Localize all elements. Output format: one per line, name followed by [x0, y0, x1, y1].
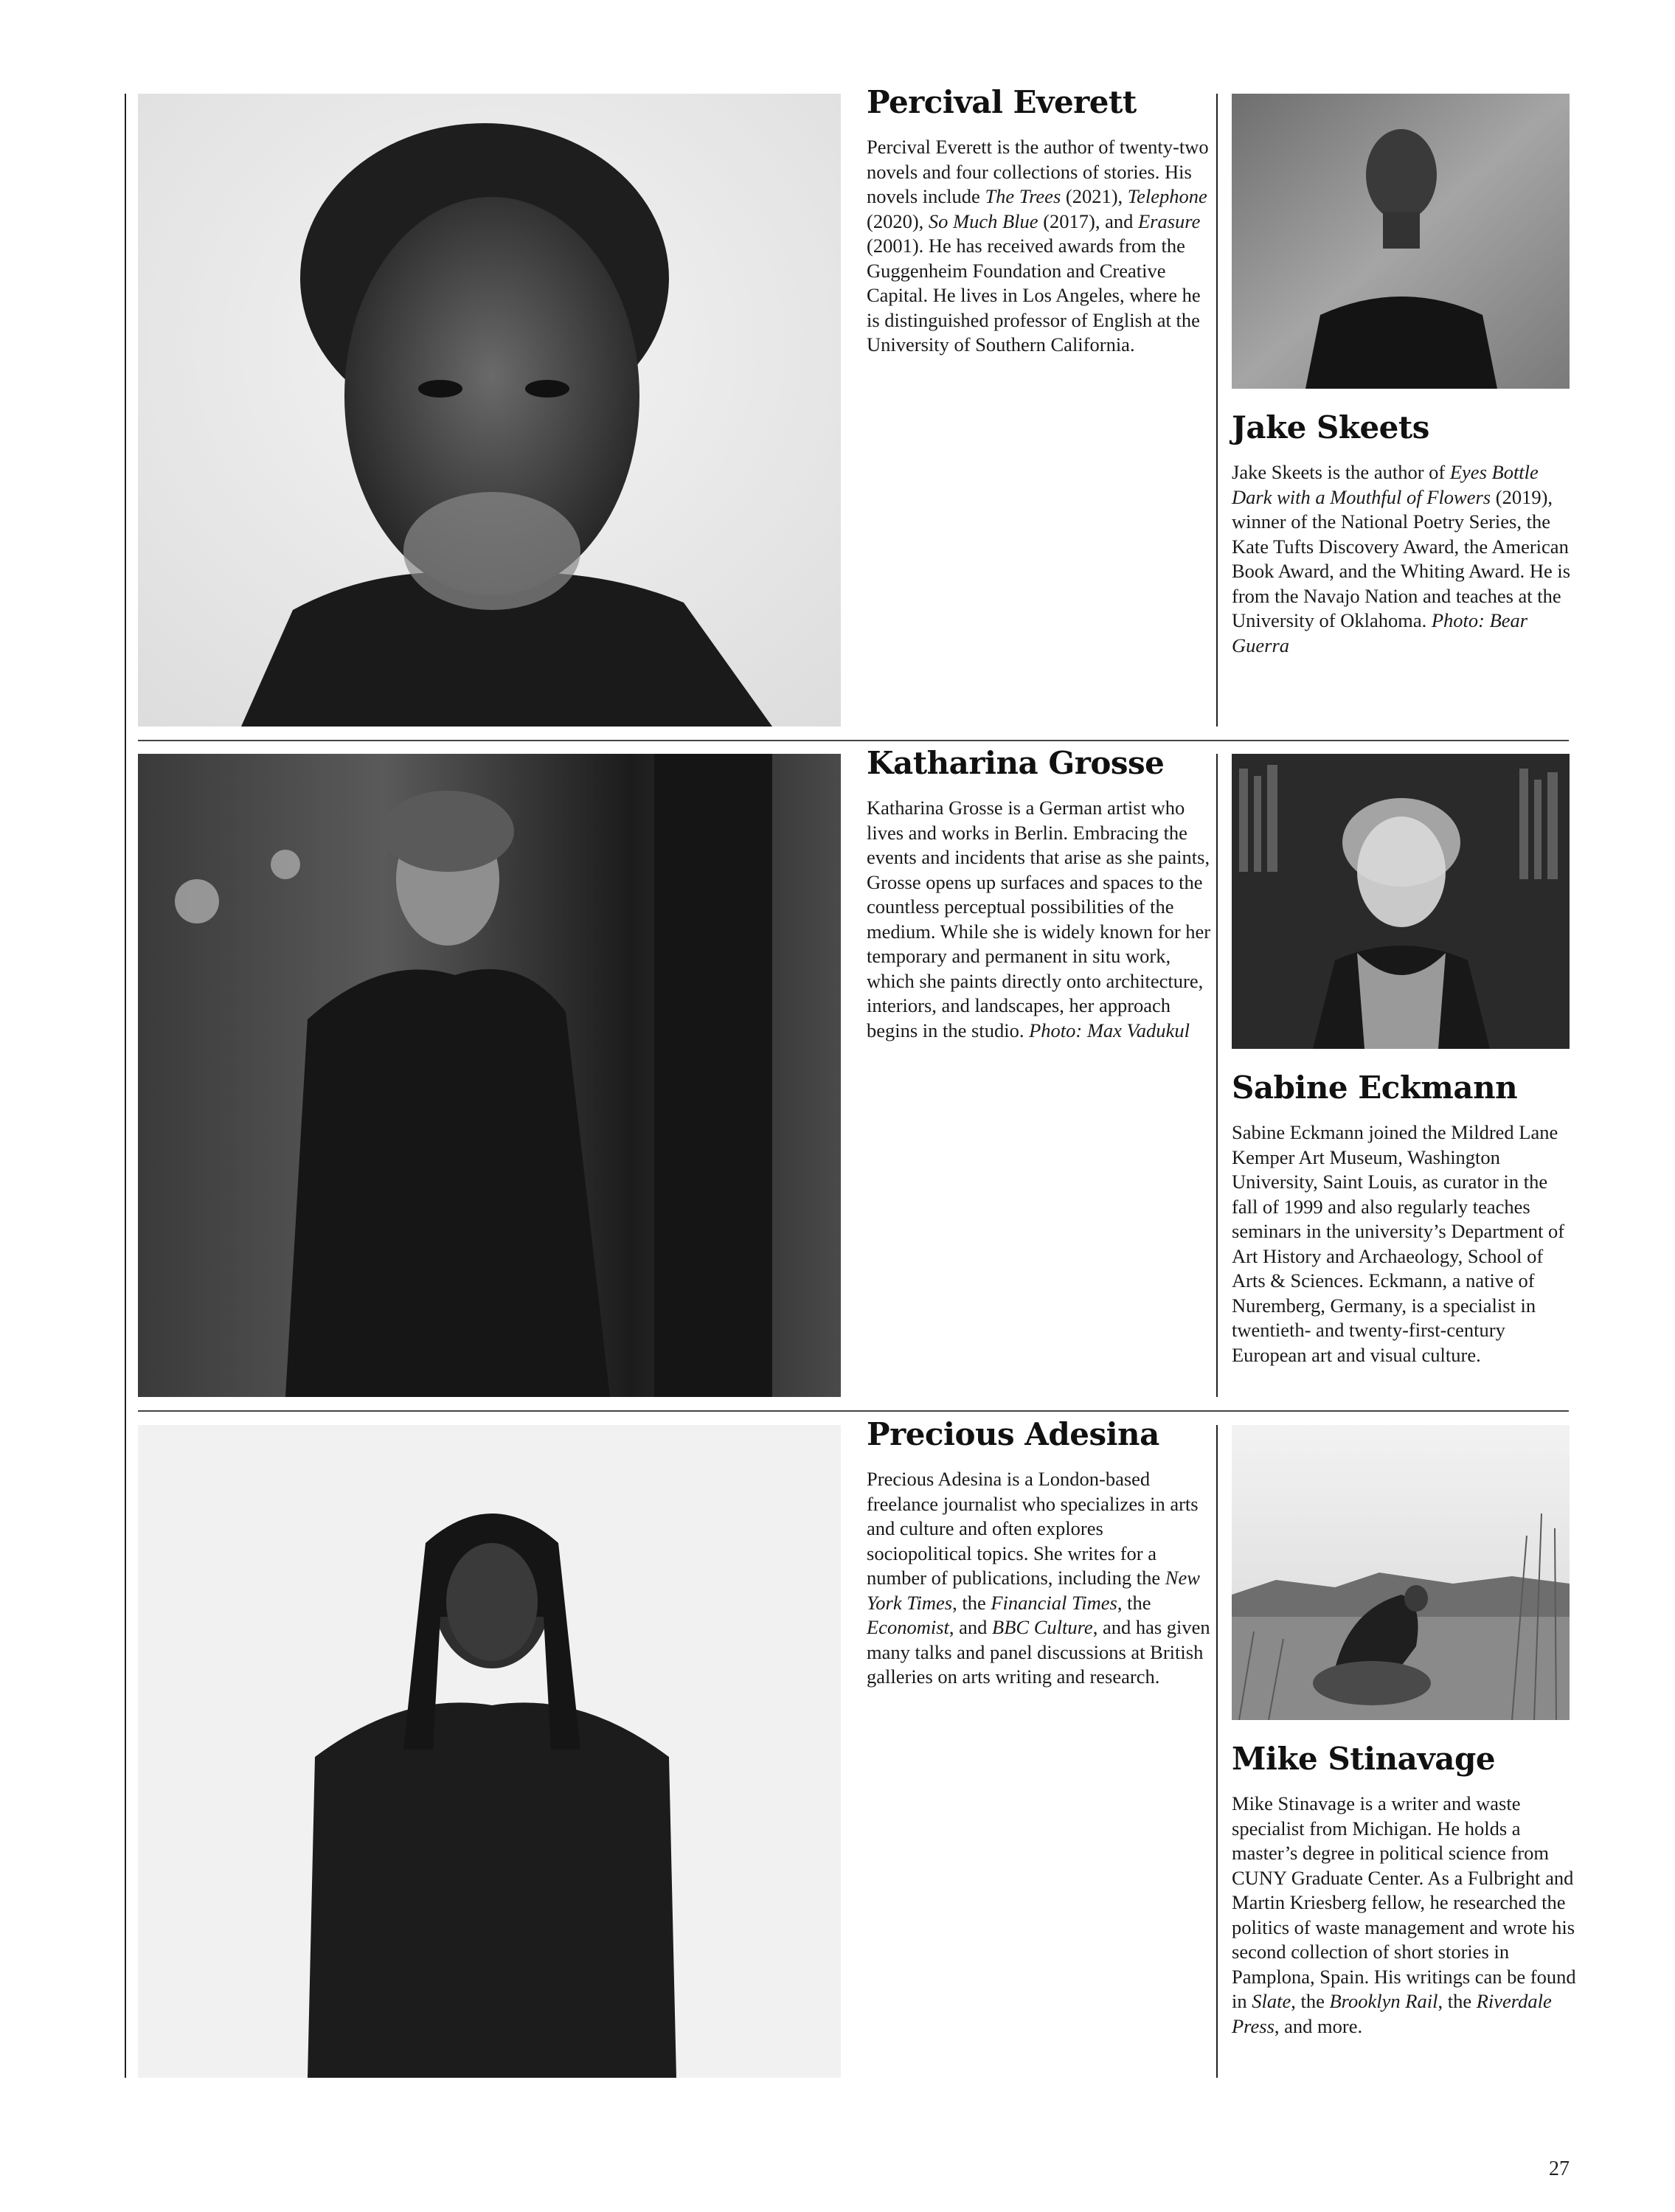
bio-text-run: (2019), winner of the National Poetry Series, the Kate Tufts Discovery Award, the American Book Award, and the Whiting Award. He is from the Navajo Nation and teaches at the University of Oklahoma.: [1232, 485, 1571, 631]
name-jake-skeets: Jake Skeets: [1232, 409, 1429, 445]
bio-italic-run: Photo: Bear Guerra: [1232, 609, 1528, 656]
bio-text-run: (2001). He has received awards from the Guggenheim Foundation and Creative Capital. He lives in Los Angeles, where he is distinguished professor of English at the University of Southern California.: [867, 235, 1201, 356]
portrait-mike-stinavage: [1232, 1425, 1570, 1720]
name-percival-everett: Percival Everett: [867, 84, 1137, 120]
bio-italic-run: Economist: [867, 1616, 949, 1638]
left-margin-rule: [125, 94, 126, 2078]
bio-text-run: Katharina Grosse is a German artist who lives and works in Berlin. Embracing the events and incidents that arise as she paints, Grosse opens up surfaces and spaces to the countless perceptual possibilities of the medium. While she is widely known for her temporary and permanent in situ work, which she paints directly onto architecture, interiors, and landscapes, her approach begins in the studio.: [867, 797, 1211, 1041]
bio-italic-run: Eyes Bottle Dark with a Mouthful of Flowers: [1232, 461, 1539, 508]
name-sabine-eckmann: Sabine Eckmann: [1232, 1069, 1518, 1106]
bio-text-run: , the: [1291, 1990, 1330, 2012]
bio-italic-run: Financial Times: [991, 1591, 1117, 1614]
name-mike-stinavage: Mike Stinavage: [1232, 1741, 1496, 1777]
row-divider-2: [138, 1410, 1569, 1412]
bio-text-run: , the: [952, 1591, 991, 1614]
bio-text-run: , and has given many talks and panel discussions at British galleries on arts writing and research.: [867, 1616, 1210, 1688]
page-number: 27: [1549, 2157, 1570, 2180]
bio-text-run: , and more.: [1274, 2014, 1363, 2037]
portrait-sabine-eckmann: [1232, 754, 1570, 1049]
column-rule-row1: [1216, 94, 1218, 727]
bio-italic-run: The Trees: [985, 185, 1061, 207]
bio-sabine-eckmann: [1232, 1120, 1578, 1367]
portrait-percival-everett: [138, 94, 841, 727]
portrait-jake-skeets: [1232, 94, 1570, 389]
bio-text-run: (2017), and: [1038, 209, 1138, 232]
bio-text-run: Percival Everett is the author of twenty-two novels and four collections of stories. His novels include: [867, 136, 1209, 207]
portrait-precious-adesina: [138, 1425, 841, 2078]
bio-italic-run: BBC Culture: [992, 1616, 1093, 1638]
bio-text-run: (2021),: [1061, 185, 1128, 207]
bio-italic-run: So Much Blue: [928, 209, 1038, 232]
bio-text-run: , the: [1438, 1990, 1477, 2012]
row-divider-1: [138, 740, 1569, 741]
bio-mike-stinavage: [1232, 1792, 1578, 2039]
bio-italic-run: Slate: [1252, 1990, 1291, 2012]
bio-italic-run: New York Times: [867, 1567, 1200, 1614]
bio-text-run: Sabine Eckmann joined the Mildred Lane Kemper Art Museum, Washington University, Saint Louis, as curator in the fall of 1999 and also regularly teaches seminars in the university’s Department of Art History and Archaeology, School of Arts & Sciences. Eckmann, a native of Nuremberg, Germany, is a specialist in twentieth- and twenty-first-century European art and visual culture.: [1232, 1121, 1565, 1366]
name-precious-adesina: Precious Adesina: [867, 1416, 1159, 1452]
bio-percival-everett: [867, 135, 1213, 358]
bio-text-run: Jake Skeets is the author of: [1232, 461, 1450, 483]
name-katharina-grosse: Katharina Grosse: [867, 745, 1165, 781]
bio-italic-run: Photo: Max Vadukul: [1029, 1019, 1190, 1041]
bio-katharina-grosse: [867, 796, 1213, 1043]
bio-italic-run: Telephone: [1127, 185, 1207, 207]
bio-text-run: Precious Adesina is a London-based freelance journalist who specializes in arts and culture and often explores sociopolitical topics. She writes for a number of publications, including the: [867, 1468, 1199, 1589]
bio-text-run: Mike Stinavage is a writer and waste specialist from Michigan. He holds a master’s degree in political science from CUNY Graduate Center. As a Fulbright and Martin Kriesberg fellow, he researched the politics of waste management and wrote his second collection of short stories in Pamplona, Spain. His writings can be found in: [1232, 1792, 1576, 2012]
portrait-katharina-grosse: [138, 754, 841, 1397]
bio-text-run: (2020),: [867, 209, 929, 232]
bio-italic-run: Riverdale Press: [1232, 1990, 1552, 2037]
bio-text-run: , and: [949, 1616, 993, 1638]
column-rule-row2: [1216, 754, 1218, 1397]
bio-text-run: , the: [1117, 1591, 1151, 1614]
bio-italic-run: Brooklyn Rail: [1329, 1990, 1438, 2012]
column-rule-row3: [1216, 1425, 1218, 2078]
bio-jake-skeets: [1232, 460, 1578, 658]
bio-precious-adesina: [867, 1467, 1213, 1690]
bio-italic-run: Erasure: [1137, 209, 1201, 232]
